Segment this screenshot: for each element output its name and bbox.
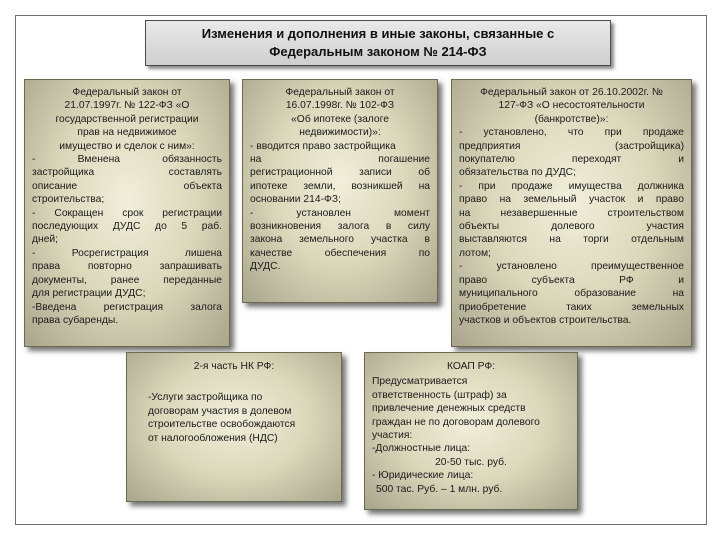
body-line: от налогообложения (НДС) — [148, 432, 278, 444]
header-line: Федеральный закон от — [285, 87, 395, 98]
body-line: граждан не по договорам долевого — [372, 416, 540, 428]
body-line: дней; — [32, 234, 59, 246]
body-line: -Введена регистрация залога — [32, 301, 222, 313]
body-line: -Должностные лица: — [372, 443, 471, 455]
header-line: 127-ФЗ «О несостоятельности — [498, 100, 645, 112]
body-line: основании 214-ФЗ; — [250, 194, 341, 206]
body-line: строительства; — [32, 194, 105, 206]
header-line: 16.07.1998г. № 102-ФЗ — [285, 100, 395, 112]
body-line: приобретение таких земельных — [459, 301, 684, 313]
body-line: право субъекта РФ и — [459, 274, 684, 286]
law-127-header — [459, 86, 684, 126]
admin-code-card — [364, 352, 578, 510]
body-line: Предусматривается — [372, 376, 468, 388]
body-line: возникновения залога в силу — [250, 221, 430, 233]
body-line: застройщика составлять — [32, 167, 222, 179]
body-line: - Росрегистрация лишена — [32, 247, 222, 259]
tax-code-card — [126, 352, 342, 502]
body-line: обязательства по ДУДС; — [459, 167, 576, 179]
body-line: закона земельного участка в — [250, 234, 430, 246]
body-line: покупателю переходят и — [459, 154, 684, 166]
body-line: - вводится право застройщика — [250, 140, 396, 152]
body-line: - установлено, что при продаже — [459, 127, 684, 139]
body-line: -Услуги застройщика по — [148, 392, 263, 404]
slide-title — [145, 20, 611, 66]
header-line: (банкротстве)»: — [534, 113, 609, 125]
body-line: предприятия (застройщика) — [459, 140, 684, 152]
tax-code-body — [134, 391, 334, 445]
body-line: на погашение — [250, 154, 430, 166]
body-line: право на земельный участок и право — [459, 194, 684, 206]
law-102-body — [250, 140, 430, 274]
body-line: - Сокращен срок регистрации — [32, 207, 222, 219]
body-line: участков и объектов строительства. — [459, 314, 632, 326]
body-line: качестве обеспечения по — [250, 247, 430, 259]
body-line: строительстве освобождаются — [148, 419, 296, 431]
law-102-card — [242, 79, 438, 303]
law-127-body — [459, 126, 684, 327]
body-line: - установлен момент — [250, 207, 430, 219]
header-line: прав на недвижимое — [77, 127, 177, 139]
header-line: 21.07.1997г. № 122-ФЗ «О — [64, 100, 190, 112]
body-line: выставляются на торги отдельным — [459, 234, 684, 246]
body-line: последующих ДУДС до 5 раб. — [32, 221, 222, 233]
body-line: - Вменена обязанность — [32, 154, 222, 166]
header-line: имущество и сделок с ним»: — [59, 140, 195, 152]
header-line: государственной регистрации — [55, 113, 199, 125]
body-line: ипотеке земли, возникшей на — [250, 180, 430, 192]
body-line: 500 тас. Руб. – 1 млн. руб. — [376, 483, 503, 495]
law-102-header — [250, 86, 430, 140]
body-line: привлечение денежных средств — [372, 403, 526, 415]
body-line: 20-50 тыс. руб. — [435, 456, 507, 468]
body-line: объекты долевого участия — [459, 221, 684, 233]
header-line: Федеральный закон от 26.10.2002г. № — [480, 87, 663, 98]
title-line-2: Федеральным законом № 214-ФЗ — [269, 44, 487, 59]
body-line: документы, ранее переданные — [32, 274, 222, 286]
body-line: на незавершенные строительством — [459, 207, 684, 219]
body-line: - Юридические лица: — [372, 470, 474, 482]
law-122-card — [24, 79, 230, 347]
body-line: ответственность (штраф) за — [372, 389, 507, 401]
law-122-body — [32, 153, 222, 327]
body-line: права повторно запрашивать — [32, 261, 222, 273]
body-line: - при продаже имущества должника — [459, 180, 684, 192]
header-line: недвижимости)»: — [299, 127, 381, 139]
law-127-card — [451, 79, 692, 347]
body-line: - установлено преимущественное — [459, 261, 684, 273]
header-line: Федеральный закон от — [72, 87, 182, 98]
body-line: ДУДС. — [250, 261, 281, 273]
body-line: права субаренды. — [32, 314, 119, 326]
header-line: «Об ипотеке (залоге — [291, 113, 389, 125]
body-line: участия: — [372, 430, 413, 442]
body-line: для регистрации ДУДС; — [32, 288, 146, 300]
body-line: муниципального образование на — [459, 288, 684, 300]
admin-code-body — [372, 375, 570, 496]
body-line: описание объекта — [32, 180, 222, 192]
tax-code-header: 2-я часть НК РФ: — [193, 361, 275, 372]
admin-code-header: КОАП РФ: — [446, 361, 496, 372]
body-line: регистрационной записи об — [250, 167, 430, 179]
body-line: договорам участия в долевом — [148, 405, 292, 417]
body-line: лотом; — [459, 247, 491, 259]
title-line-1: Изменения и дополнения в иные законы, связанные с — [201, 26, 555, 41]
law-122-header — [32, 86, 222, 153]
